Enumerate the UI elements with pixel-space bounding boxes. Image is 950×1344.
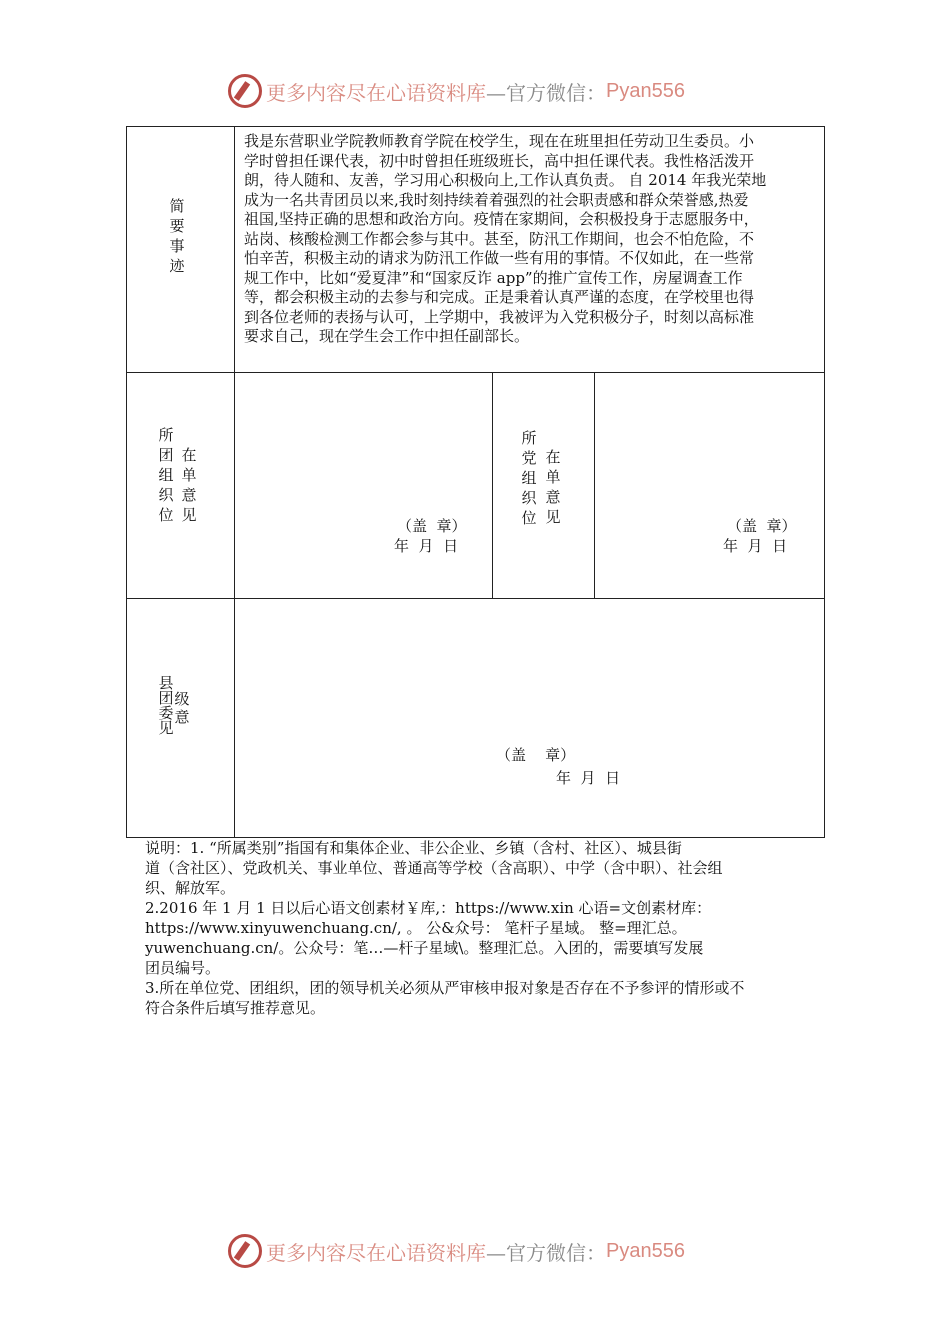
watermark-bottom: 更多内容尽在心语资料库 —官方微信： Pyan556 xyxy=(228,1234,685,1268)
text-line: 我是东营职业学院教师教育学院在校学生，现在在班里担任劳动卫生委员。小 xyxy=(244,132,755,150)
note-line: 3.所在单位党、团组织，团的领导机关必须从严审核申报对象是否存在不予参评的情形或不 xyxy=(145,979,745,997)
label-league-opinion: 在单意见 xyxy=(181,446,197,524)
pen-logo-icon xyxy=(228,1234,262,1268)
label-brief-deeds: 简要事迹 xyxy=(169,197,185,275)
label-league-org: 所团组织位 xyxy=(158,426,174,524)
note-line: 符合条件后填写推荐意见。 xyxy=(145,999,326,1017)
note-line: https://www.xinyuwenchuang.cn/, 。 公&众号： 笔杆子星域。 整=理汇总。 xyxy=(145,919,687,937)
divider xyxy=(126,372,825,373)
note-line: 织、解放军。 xyxy=(145,879,236,897)
text-line: 要求自己，现在学生会工作中担任副部长。 xyxy=(244,327,530,345)
text-line: 怕辛苦，积极主动的请求为防汛工作做一些有用的事情。不仅如此，在一些常 xyxy=(244,249,755,267)
note-line: 道（含社区）、党政机关、事业单位、普通高等学校（含高职）、中学（含中职）、社会组 xyxy=(145,859,723,877)
text-line: 学时曾担任课代表，初中时曾担任班级班长，高中担任课代表。我性格活泼开 xyxy=(244,151,755,170)
label-county-opinion: 级意 xyxy=(174,690,190,726)
seal-party: （盖 章） xyxy=(727,517,797,535)
text-line: 成为一名共青团员以来,我时刻持续着着强烈的社会职责感和群众荣誉感,热爱 xyxy=(244,190,749,209)
label-county-committee: 县团委见 xyxy=(158,674,174,737)
text-line: 祖国,坚持正确的思想和政治方向。疫情在家期间，会积极投身于志愿服务中， xyxy=(244,210,759,228)
date-league: 年 月 日 xyxy=(394,537,459,555)
divider xyxy=(594,372,595,598)
label-party-org: 所党组织位 xyxy=(521,429,537,527)
text-line: 到各位老师的表扬与认可，上学期中，我被评为入党积极分子，时刻以高标准 xyxy=(244,307,755,326)
notes xyxy=(145,838,835,1018)
divider xyxy=(492,372,493,598)
seal-league: （盖 章） xyxy=(397,517,467,535)
divider xyxy=(234,126,235,838)
text-line: 朗，待人随和、友善，学习用心积极向上,工作认真负责。 自 2014 年我光荣地 xyxy=(244,171,767,189)
date-county: 年 月 日 xyxy=(556,769,621,787)
divider xyxy=(126,598,825,599)
note-line: yuwenchuang.cn/。公众号：笔…—杆子星域\。整理汇总。入团的，需要填写发展 xyxy=(145,939,704,957)
text-line: 站岗、核酸检测工作都会参与其中。甚至，防汛工作期间，也会不怕危险，不 xyxy=(244,229,755,248)
label-party-opinion: 在单意见 xyxy=(545,448,561,526)
watermark-top: 更多内容尽在心语资料库 —官方微信： Pyan556 xyxy=(228,74,685,108)
seal-county: （盖 章） xyxy=(496,746,576,764)
text-line: 等，都会积极主动的去参与和完成。正是秉着认真严谨的态度，在学校里也得 xyxy=(244,288,755,306)
note-line: 2.2016 年 1 月 1 日以后心语文创素材￥库,：https://www.xin 心语=文创素材库： xyxy=(145,899,712,917)
text-line: 规工作中，比如“爱夏津”和“国家反诈 app”的推广宣传工作，房屋调查工作 xyxy=(244,268,743,287)
date-party: 年 月 日 xyxy=(723,537,788,555)
note-line: 团员编号。 xyxy=(145,959,221,977)
note-line: 说明：1. “所属类别”指国有和集体企业、非公企业、乡镇（含村、社区）、城县街 xyxy=(145,839,682,857)
brief-deeds-text xyxy=(244,132,819,347)
pen-logo-icon xyxy=(228,74,262,108)
